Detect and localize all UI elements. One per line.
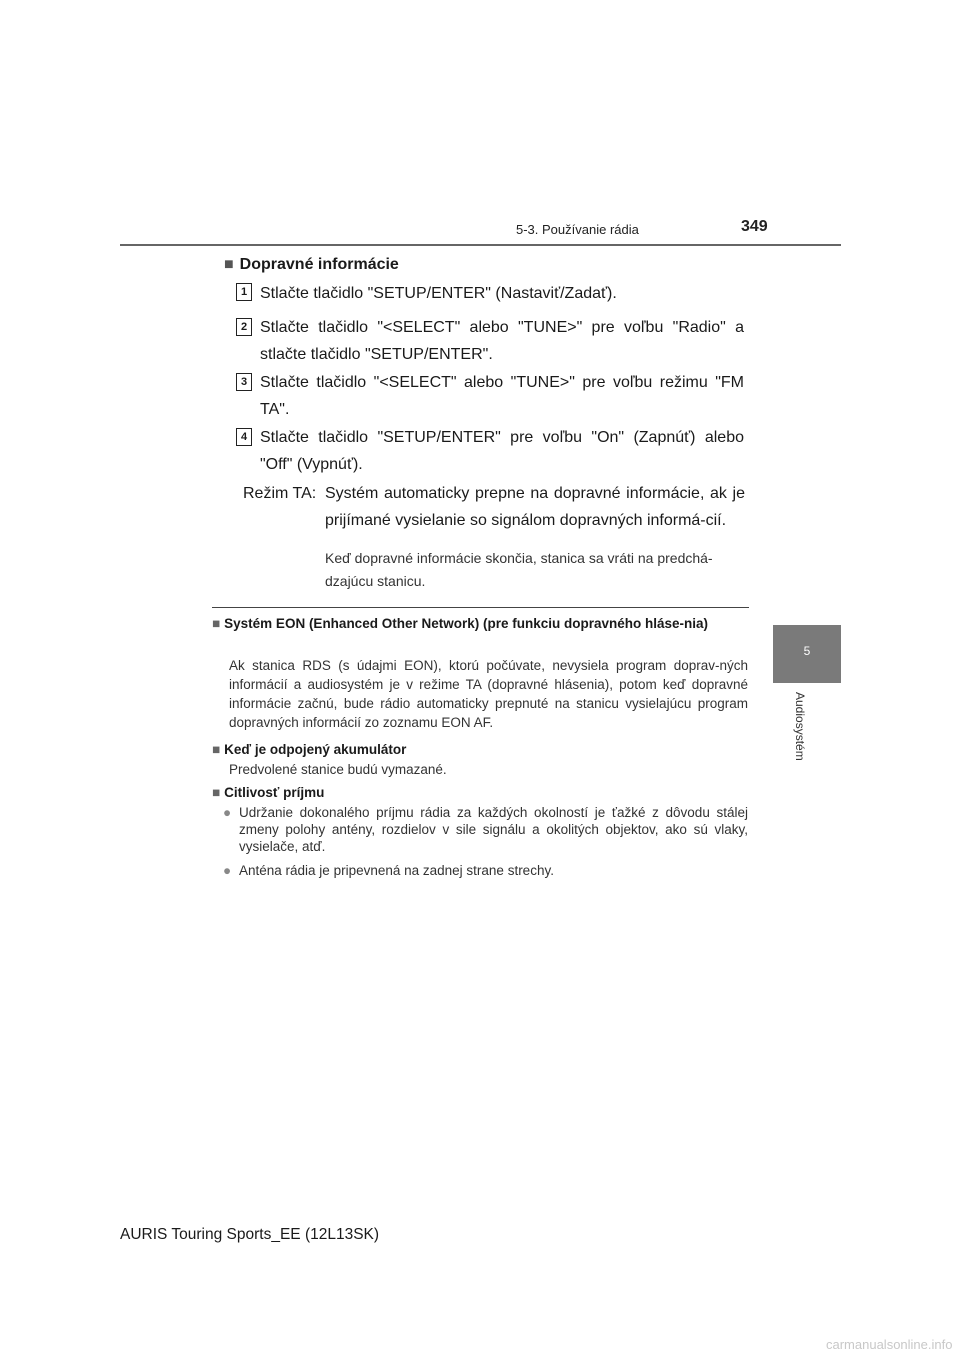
circle-bullet-icon: ● bbox=[223, 863, 232, 878]
square-bullet-icon: ■ bbox=[212, 616, 221, 631]
square-bullet-icon: ■ bbox=[212, 785, 221, 800]
square-bullet-icon: ■ bbox=[224, 256, 234, 273]
note-body-battery: Predvolené stanice budú vymazané. bbox=[229, 762, 447, 777]
note-heading-reception bbox=[212, 783, 748, 802]
chapter-label: Audiosystém bbox=[793, 692, 807, 761]
note-heading-eon bbox=[212, 614, 748, 633]
list-item-text: Udržanie dokonalého príjmu rádia za každých okolností je ťažké z dôvodu stálej zmeny polohy antény, rozdielov v sile signálu a okolitých objektov, ako sú vlaky, vysielače, atď. bbox=[239, 805, 748, 854]
footer-model: AURIS Touring Sports_EE (12L13SK) bbox=[120, 1226, 380, 1243]
note-heading-battery-text: Keď je odpojený akumulátor bbox=[224, 742, 407, 757]
list-item-text: Anténa rádia je pripevnená na zadnej strane strechy. bbox=[239, 863, 554, 878]
circle-bullet-icon: ● bbox=[223, 805, 232, 820]
section-heading-text: Dopravné informácie bbox=[239, 256, 399, 273]
header-divider bbox=[120, 244, 841, 246]
step-badge-3: 3 bbox=[236, 373, 252, 391]
chapter-tab bbox=[773, 625, 841, 683]
step-badge-2: 2 bbox=[236, 318, 252, 336]
section-heading bbox=[224, 256, 399, 274]
page-number: 349 bbox=[741, 218, 768, 235]
step-text-2: Stlačte tlačidlo "<SELECT" alebo "TUNE>" pre voľbu "Radio" a stlačte tlačidlo "SETUP/ENTER". bbox=[260, 319, 744, 363]
step-text-1: Stlačte tlačidlo "SETUP/ENTER" (Nastaviť/Zadať). bbox=[260, 285, 617, 302]
note-heading-battery bbox=[212, 740, 748, 759]
notes-divider bbox=[212, 607, 749, 608]
step-badge-1: 1 bbox=[236, 283, 252, 301]
header-section-title: 5-3. Používanie rádia bbox=[516, 222, 639, 237]
note-heading-reception-text: Citlivosť príjmu bbox=[224, 785, 325, 800]
ta-mode-label: Režim TA: bbox=[243, 485, 317, 502]
ta-mode-description: Systém automaticky prepne na dopravné informácie, ak je prijímané vysielanie so signálom dopravných informá-cií. bbox=[325, 485, 745, 529]
square-bullet-icon: ■ bbox=[212, 742, 221, 757]
step-text-3: Stlačte tlačidlo "<SELECT" alebo "TUNE>" pre voľbu režimu "FM TA". bbox=[260, 374, 744, 418]
ta-mode-note: Keď dopravné informácie skončia, stanica sa vráti na predchá-dzajúcu stanicu. bbox=[325, 550, 713, 589]
step-text-4: Stlačte tlačidlo "SETUP/ENTER" pre voľbu "On" (Zapnúť) alebo "Off" (Vypnúť). bbox=[260, 429, 744, 473]
watermark: carmanualsonline.info bbox=[826, 1337, 953, 1352]
step-badge-4: 4 bbox=[236, 428, 252, 446]
note-body-eon: Ak stanica RDS (s údajmi EON), ktorú počúvate, nevysiela program doprav-ných informácií a audiosystém je v režime TA (dopravné hlásenia), potom keď dopravné informácie začnú, bude rádio automaticky prepnuté na stanicu vysielajúcu program dopravných informácií zo zoznamu EON AF. bbox=[229, 658, 748, 730]
chapter-number: 5 bbox=[803, 644, 811, 658]
note-heading-eon-text: Systém EON (Enhanced Other Network) (pre funkciu dopravného hláse-nia) bbox=[224, 616, 708, 631]
